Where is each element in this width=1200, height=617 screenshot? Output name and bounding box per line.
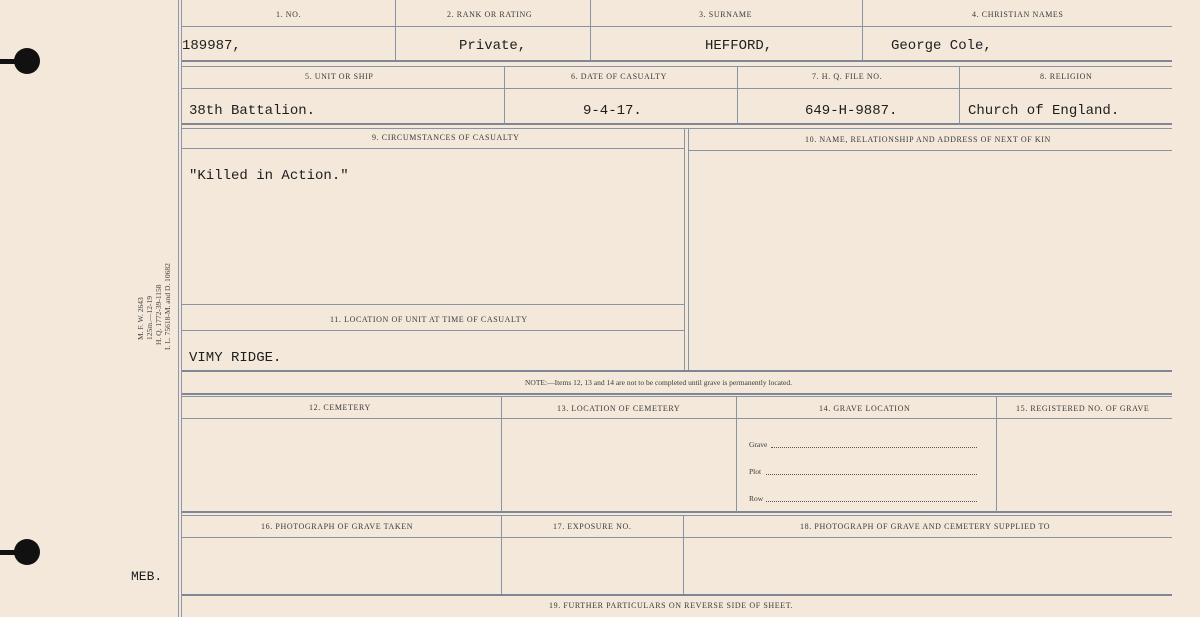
rule [182,511,1172,513]
header-date: 6. DATE OF CASUALTY [571,72,668,81]
divider [688,128,689,370]
header-circumstances: 9. CIRCUMSTANCES OF CASUALTY [372,133,520,142]
grave-label: Grave [749,440,768,449]
header-hq-file: 7. H. Q. FILE NO. [812,72,883,81]
header-registered-no: 15. REGISTERED NO. OF GRAVE [1016,404,1150,413]
rule [182,66,1172,67]
rule [182,594,1172,596]
divider [501,515,502,595]
value-rank: Private, [459,38,527,54]
value-no: 189987, [182,38,241,54]
rule [182,60,1172,62]
divider [395,0,396,60]
header-photo-supplied: 18. PHOTOGRAPH OF GRAVE AND CEMETERY SUPPLIED TO [800,522,1051,531]
rule [182,304,684,305]
divider [501,396,502,512]
margin-line-inner [181,0,182,617]
divider [736,396,737,512]
grave-dotted-line [771,447,977,448]
rule [182,26,1172,27]
header-christian-names: 4. CHRISTIAN NAMES [972,10,1064,19]
divider [683,515,684,595]
rule [688,150,1172,151]
header-next-of-kin: 10. NAME, RELATIONSHIP AND ADDRESS OF NEXT OF KIN [805,135,1051,144]
divider [504,66,505,124]
header-location-unit: 11. LOCATION OF UNIT AT TIME OF CASUALTY [330,315,528,324]
row-dotted-line [766,501,977,502]
divider [959,66,960,124]
rule [182,393,1172,395]
rule [182,396,1172,397]
plot-dotted-line [766,474,977,475]
rule [182,537,1172,538]
divider [684,128,685,370]
header-rank: 2. RANK OR RATING [447,10,533,19]
rule [182,148,684,149]
punch-hole-top-tab [0,59,22,64]
value-date: 9-4-17. [583,103,642,119]
header-cemetery: 12. CEMETERY [309,403,371,412]
rule [182,128,1172,129]
header-exposure: 17. EXPOSURE NO. [553,522,632,531]
value-hq-file: 649-H-9887. [805,103,898,119]
punch-hole-bottom-tab [0,550,22,555]
value-location-unit: VIMY RIDGE. [189,350,282,366]
value-christian-names: George Cole, [891,38,992,54]
value-religion: Church of England. [968,103,1120,119]
rule [182,515,1172,516]
plot-label: Plot [749,467,762,476]
divider [590,0,591,60]
rule [182,418,1172,419]
footer-further-particulars: 19. FURTHER PARTICULARS ON REVERSE SIDE OF SHEET. [549,601,794,610]
clerk-initials: MEB. [131,569,163,584]
header-location-cemetery: 13. LOCATION OF CEMETERY [557,404,681,413]
printer-mark-line2: 125m.—12-19 [145,296,154,340]
value-surname: HEFFORD, [705,38,773,54]
value-unit: 38th Battalion. [189,103,316,119]
printer-mark-line4: I. L. 75618-M. and D. 10682 [163,263,172,350]
note-text: NOTE:—Items 12, 13 and 14 are not to be completed until grave is permanently located. [525,378,793,387]
header-unit: 5. UNIT OR SHIP [305,72,374,81]
rule [182,370,1172,372]
rule [182,330,684,331]
header-no: 1. NO. [276,10,302,19]
header-surname: 3. SURNAME [699,10,753,19]
header-religion: 8. RELIGION [1040,72,1093,81]
divider [862,0,863,60]
margin-line [178,0,179,617]
printer-mark-line1: M. F. W. 2643 [136,297,145,340]
row-label: Row [749,494,764,503]
rule [182,88,1172,89]
divider [737,66,738,124]
printer-mark-line3: H. Q. 1772-39-1158 [154,284,163,345]
header-grave-location: 14. GRAVE LOCATION [819,404,911,413]
divider [996,396,997,512]
rule [182,123,1172,125]
value-circumstances: "Killed in Action." [189,168,349,184]
header-photo-taken: 16. PHOTOGRAPH OF GRAVE TAKEN [261,522,414,531]
